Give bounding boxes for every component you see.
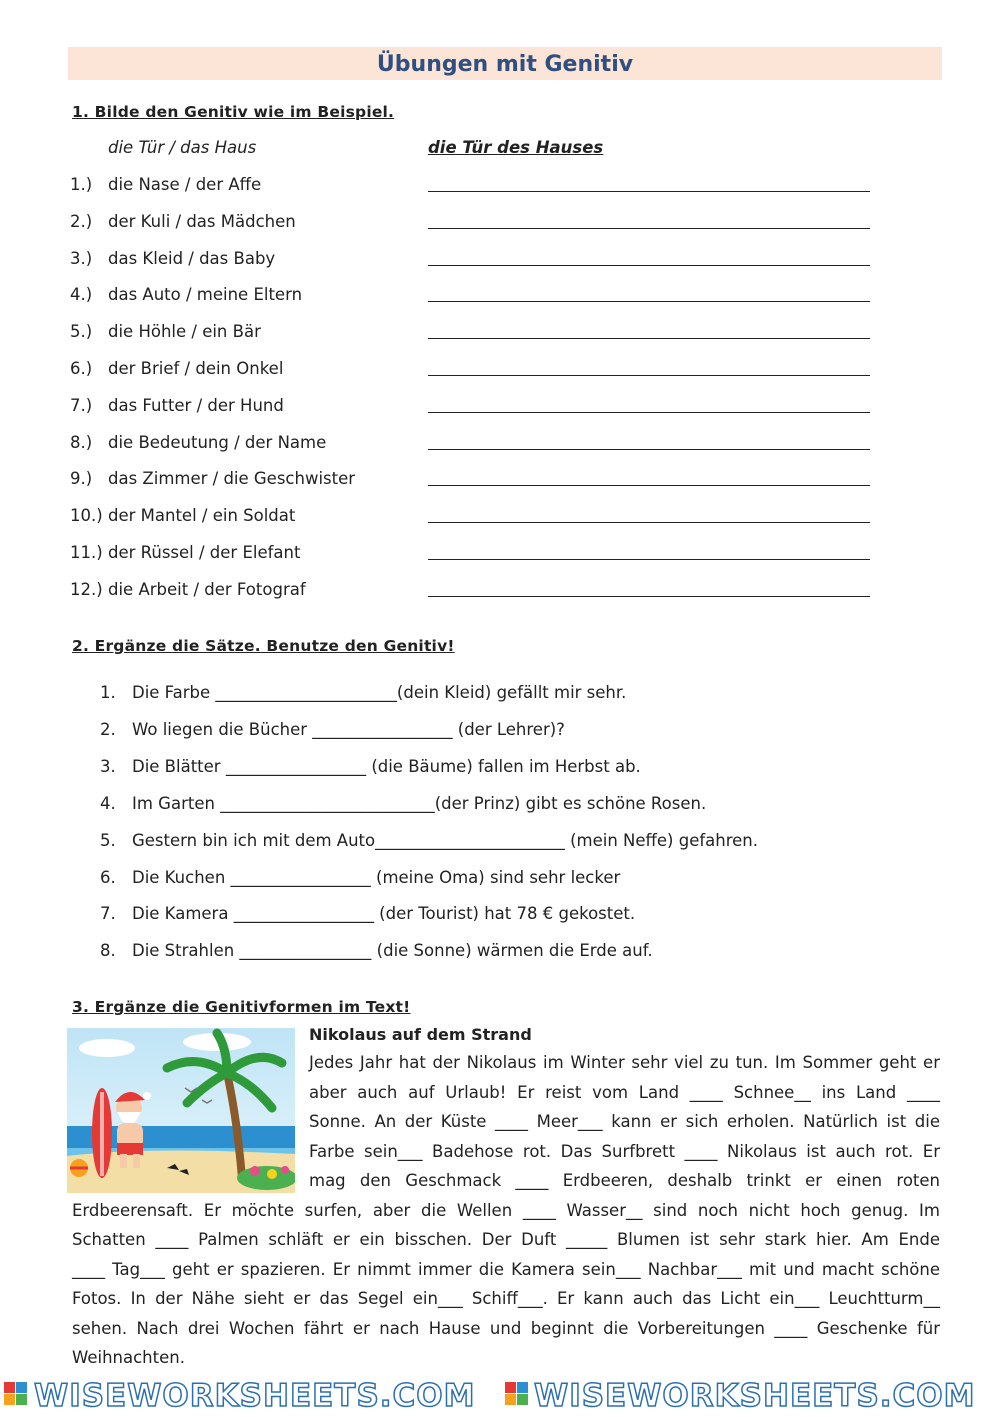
- sentence-text: Im Garten __________________________(der Prinz) gibt es schöne Rosen.: [132, 793, 707, 813]
- sentence-text: Die Kuchen _________________ (meine Oma) sind sehr lecker: [132, 867, 621, 887]
- sentence-number: 2.: [100, 719, 116, 739]
- sentence-text: Die Farbe ______________________(dein Kleid) gefällt mir sehr.: [132, 683, 627, 702]
- answer-line[interactable]: [428, 412, 870, 413]
- item-number: 9.): [70, 469, 93, 489]
- item-number: 5.): [70, 322, 93, 342]
- noun-pair: der Brief / dein Onkel: [108, 359, 284, 378]
- exercise-1-item: [0, 285, 1000, 315]
- item-number: 10.): [70, 506, 103, 526]
- answer-line[interactable]: [428, 449, 870, 450]
- noun-pair: der Mantel / ein Soldat: [108, 506, 296, 526]
- exercise-1-item: [0, 322, 1000, 352]
- noun-pair: die Arbeit / der Fotograf: [108, 579, 306, 599]
- noun-pair: die Bedeutung / der Name: [108, 432, 327, 452]
- story-line: sehen. Nach drei Wochen fährt er nach Hause und beginnt die Vorbereitungen ____ Geschenke für: [72, 1318, 940, 1338]
- exercise-2-heading: 2. Ergänze die Sätze. Benutze den Genitiv!: [72, 637, 455, 655]
- exercise-1-item: [0, 469, 1000, 499]
- exercise-1-item: [0, 212, 1000, 242]
- example-row: [0, 138, 1000, 168]
- example-pair: die Tür / das Haus: [108, 138, 257, 157]
- beach-santa-illustration: [67, 1028, 295, 1193]
- wise-logo-icon-2: [505, 1382, 528, 1405]
- exercise-1-item: [0, 249, 1000, 279]
- story-line: Jedes Jahr hat der Nikolaus im Winter sehr viel zu tun. Im Sommer geht er: [309, 1053, 940, 1072]
- answer-line[interactable]: [428, 191, 870, 192]
- item-number: 12.): [70, 579, 103, 599]
- item-number: 2.): [70, 211, 93, 231]
- item-number: 1.): [70, 175, 93, 194]
- sentence-text: Die Blätter _________________ (die Bäume) fallen im Herbst ab.: [132, 756, 641, 776]
- sentence-number: 7.: [100, 904, 116, 924]
- sentence-number: 6.: [100, 867, 116, 887]
- exercise-1-item: [0, 175, 1000, 205]
- noun-pair: das Auto / meine Eltern: [108, 285, 303, 305]
- item-number: 11.): [70, 543, 103, 562]
- answer-line[interactable]: [428, 301, 870, 302]
- answer-line[interactable]: [428, 228, 870, 229]
- answer-line[interactable]: [428, 522, 870, 523]
- noun-pair: die Höhle / ein Bär: [108, 322, 261, 342]
- exercise-3-heading: 3. Ergänze die Genitivformen im Text!: [72, 998, 411, 1016]
- sentence-number: 1.: [100, 683, 116, 702]
- exercise-1-heading: 1. Bilde den Genitiv wie im Beispiel.: [72, 103, 395, 121]
- exercise-1-item: [0, 396, 1000, 426]
- sentence-text: Die Kamera _________________ (der Tourist) hat 78 € gekostet.: [132, 904, 636, 924]
- sentence-text: Gestern bin ich mit dem Auto_______________________ (mein Neffe) gefahren.: [132, 830, 759, 850]
- exercise-1-item: [0, 543, 1000, 573]
- sentence-text: Wo liegen die Bücher _________________ (der Lehrer)?: [132, 719, 565, 739]
- item-number: 6.): [70, 359, 93, 378]
- answer-line[interactable]: [428, 338, 870, 339]
- item-number: 3.): [70, 248, 93, 268]
- answer-line[interactable]: [428, 485, 870, 486]
- exercise-1-item: [0, 359, 1000, 389]
- story-title: Nikolaus auf dem Strand: [309, 1025, 532, 1044]
- noun-pair: das Zimmer / die Geschwister: [108, 469, 356, 489]
- exercise-1-item: [0, 506, 1000, 536]
- noun-pair: der Kuli / das Mädchen: [108, 211, 296, 231]
- answer-line[interactable]: [428, 596, 870, 597]
- page-title: Übungen mit Genitiv: [68, 47, 942, 80]
- story-line: Sonne. An der Küste ____ Meer___ kann er sich erholen. Natürlich ist die: [309, 1112, 940, 1131]
- wise-logo-icon-1: [4, 1382, 27, 1405]
- story-line: Fotos. In der Nähe sieht er das Segel ein___ Schiff___. Er kann auch das Licht ein___ Leuchtturm__: [72, 1289, 940, 1308]
- item-number: 8.): [70, 432, 93, 452]
- noun-pair: das Kleid / das Baby: [108, 248, 276, 268]
- story-line: Schatten ____ Palmen schläft er ein bisschen. Der Duft _____ Blumen ist sehr stark hier. Am Ende: [72, 1230, 940, 1249]
- story-line: aber auch auf Urlaub! Er reist vom Land ____ Schnee__ ins Land ____: [309, 1082, 940, 1102]
- exercise-1-item: [0, 580, 1000, 610]
- footer-brand-2: WISEWORKSHEETS.COM: [534, 1378, 976, 1414]
- item-number: 4.): [70, 285, 93, 305]
- noun-pair: die Nase / der Affe: [108, 175, 262, 194]
- noun-pair: der Rüssel / der Elefant: [108, 543, 301, 562]
- sentence-number: 4.: [100, 793, 116, 813]
- sentence-number: 5.: [100, 830, 116, 850]
- answer-line[interactable]: [428, 265, 870, 266]
- answer-line[interactable]: [428, 375, 870, 376]
- story-line: Weihnachten.: [72, 1348, 185, 1367]
- answer-line[interactable]: [428, 559, 870, 560]
- example-answer: die Tür des Hauses: [428, 138, 604, 157]
- item-number: 7.): [70, 395, 93, 415]
- story-line: mag den Geschmack ____ Erdbeeren, deshalb trinkt er einen roten: [309, 1171, 940, 1190]
- sentence-text: Die Strahlen ________________ (die Sonne) wärmen die Erde auf.: [132, 941, 653, 961]
- story-line: ____ Tag___ geht er spazieren. Er nimmt immer die Kamera sein___ Nachbar___ mit und macht schöne: [72, 1259, 940, 1279]
- story-line: Farbe sein___ Badehose rot. Das Surfbrett ____ Nikolaus ist auch rot. Er: [309, 1141, 940, 1161]
- noun-pair: das Futter / der Hund: [108, 395, 284, 415]
- sentence-number: 8.: [100, 941, 116, 961]
- sentence-number: 3.: [100, 756, 116, 776]
- exercise-1-item: [0, 433, 1000, 463]
- footer-brand-1: WISEWORKSHEETS.COM: [34, 1378, 476, 1414]
- story-line: Erdbeerensaft. Er möchte surfen, aber die Wellen ____ Wasser__ sind noch nicht hoch genug. Im: [72, 1200, 940, 1220]
- footer-banner: [0, 1378, 1000, 1413]
